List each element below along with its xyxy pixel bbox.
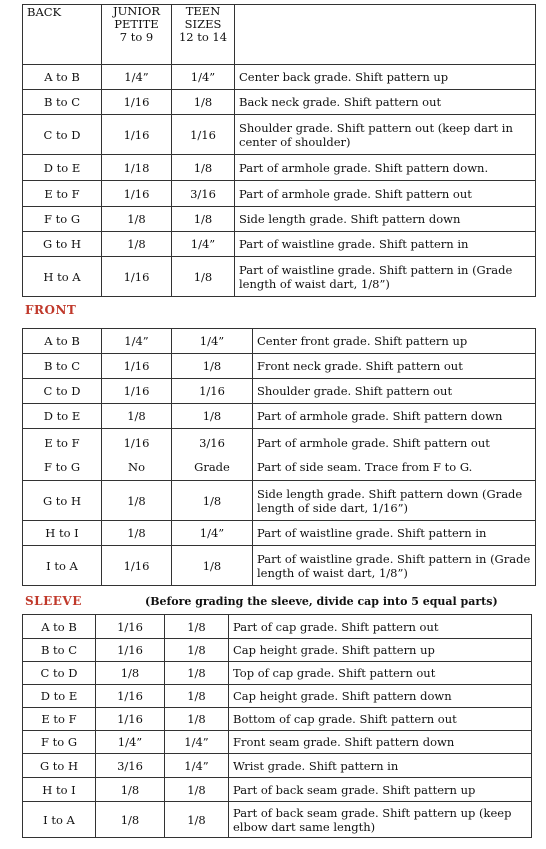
sleeve-junior-petite-cell: 1/16 (96, 615, 165, 639)
back-header-segment: BACK (23, 5, 102, 65)
front-junior-petite-cell: 1/8 (102, 481, 172, 521)
back-row (23, 232, 536, 257)
back-header-junior-petite: JUNIOR PETITE 7 to 9 (102, 5, 172, 65)
back-instruction-cell: Part of waistline grade. Shift pattern in (235, 232, 536, 257)
back-segment-cell: B to C (23, 90, 102, 115)
front-instruction-cell: Center front grade. Shift pattern up (253, 329, 536, 354)
back-segment-cell: F to G (23, 207, 102, 232)
front-segment-cell: B to C (23, 354, 102, 379)
back-instruction-cell: Side length grade. Shift pattern down (235, 207, 536, 232)
back-junior-petite-cell: 1/8 (102, 232, 172, 257)
sleeve-row (23, 615, 532, 639)
front-segment-cell: E to F F to G (23, 429, 102, 481)
sleeve-row (23, 802, 532, 838)
front-teen-sizes-cell: 3/16 Grade (172, 429, 253, 481)
sleeve-teen-sizes-cell: 1/8 (165, 662, 229, 685)
front-segment-cell: A to B (23, 329, 102, 354)
sleeve-segment-cell: F to G (23, 731, 96, 754)
back-row (23, 207, 536, 232)
sleeve-junior-petite-cell: 1/8 (96, 662, 165, 685)
back-row (23, 65, 536, 90)
front-teen-sizes-cell: 1/8 (172, 404, 253, 429)
front-junior-petite-cell: 1/4” (102, 329, 172, 354)
sleeve-row (23, 662, 532, 685)
back-segment-cell: D to E (23, 155, 102, 181)
front-teen-sizes-cell: 1/4” (172, 521, 253, 546)
back-segment-cell: A to B (23, 65, 102, 90)
sleeve-instruction-cell: Top of cap grade. Shift pattern out (229, 662, 532, 685)
back-header-row (23, 5, 536, 65)
front-row (23, 481, 536, 521)
sleeve-teen-sizes-cell: 1/8 (165, 685, 229, 708)
sleeve-junior-petite-cell: 3/16 (96, 754, 165, 778)
sleeve-row (23, 754, 532, 778)
back-teen-sizes-cell: 1/16 (172, 115, 235, 155)
back-junior-petite-cell: 1/16 (102, 181, 172, 207)
front-teen-sizes-cell: 1/8 (172, 481, 253, 521)
sleeve-teen-sizes-cell: 1/4” (165, 731, 229, 754)
back-teen-sizes-cell: 1/8 (172, 207, 235, 232)
front-teen-sizes-cell: 1/8 (172, 354, 253, 379)
back-segment-cell: C to D (23, 115, 102, 155)
sleeve-junior-petite-cell: 1/8 (96, 778, 165, 802)
sleeve-teen-sizes-cell: 1/8 (165, 778, 229, 802)
front-junior-petite-cell: 1/16 (102, 546, 172, 586)
back-header-instruction (235, 5, 536, 65)
back-instruction-cell: Back neck grade. Shift pattern out (235, 90, 536, 115)
front-row (23, 379, 536, 404)
back-row (23, 90, 536, 115)
back-row (23, 115, 536, 155)
sleeve-segment-cell: G to H (23, 754, 96, 778)
sleeve-segment-cell: H to I (23, 778, 96, 802)
back-instruction-cell: Shoulder grade. Shift pattern out (keep dart in center of shoulder) (235, 115, 536, 155)
front-junior-petite-cell: 1/16 (102, 379, 172, 404)
sleeve-instruction-cell: Part of cap grade. Shift pattern out (229, 615, 532, 639)
back-teen-sizes-cell: 1/8 (172, 155, 235, 181)
front-instruction-cell: Front neck grade. Shift pattern out (253, 354, 536, 379)
sleeve-teen-sizes-cell: 1/4” (165, 754, 229, 778)
back-grading-table (22, 4, 536, 297)
front-row (23, 354, 536, 379)
sleeve-row (23, 708, 532, 731)
back-teen-sizes-cell: 1/4” (172, 65, 235, 90)
sleeve-teen-sizes-cell: 1/8 (165, 615, 229, 639)
back-segment-cell: G to H (23, 232, 102, 257)
back-junior-petite-cell: 1/8 (102, 207, 172, 232)
sleeve-junior-petite-cell: 1/16 (96, 639, 165, 662)
back-segment-cell: H to A (23, 257, 102, 297)
sleeve-grading-table (22, 614, 532, 838)
back-junior-petite-cell: 1/16 (102, 90, 172, 115)
sleeve-junior-petite-cell: 1/16 (96, 708, 165, 731)
sleeve-segment-cell: C to D (23, 662, 96, 685)
front-segment-cell: H to I (23, 521, 102, 546)
front-teen-sizes-cell: 1/8 (172, 546, 253, 586)
back-teen-sizes-cell: 1/8 (172, 90, 235, 115)
sleeve-row (23, 639, 532, 662)
front-segment-cell: C to D (23, 379, 102, 404)
front-instruction-cell: Shoulder grade. Shift pattern out (253, 379, 536, 404)
front-row (23, 546, 536, 586)
sleeve-instruction-cell: Front seam grade. Shift pattern down (229, 731, 532, 754)
front-junior-petite-cell: 1/16 (102, 354, 172, 379)
back-teen-sizes-cell: 1/8 (172, 257, 235, 297)
back-row (23, 257, 536, 297)
sleeve-row (23, 731, 532, 754)
back-row (23, 155, 536, 181)
sleeve-teen-sizes-cell: 1/8 (165, 708, 229, 731)
front-junior-petite-cell: 1/8 (102, 521, 172, 546)
sleeve-instruction-cell: Cap height grade. Shift pattern up (229, 639, 532, 662)
back-teen-sizes-cell: 1/4” (172, 232, 235, 257)
sleeve-instruction-cell: Wrist grade. Shift pattern in (229, 754, 532, 778)
sleeve-junior-petite-cell: 1/4” (96, 731, 165, 754)
back-segment-cell: E to F (23, 181, 102, 207)
back-teen-sizes-cell: 3/16 (172, 181, 235, 207)
sleeve-junior-petite-cell: 1/16 (96, 685, 165, 708)
sleeve-instruction-cell: Part of back seam grade. Shift pattern up (229, 778, 532, 802)
front-junior-petite-cell: 1/8 (102, 404, 172, 429)
sleeve-segment-cell: E to F (23, 708, 96, 731)
back-junior-petite-cell: 1/16 (102, 257, 172, 297)
front-instruction-cell: Part of waistline grade. Shift pattern in (Grade length of waist dart, 1/8”) (253, 546, 536, 586)
back-junior-petite-cell: 1/18 (102, 155, 172, 181)
sleeve-row (23, 778, 532, 802)
front-row (23, 429, 536, 481)
sleeve-instruction-note: (Before grading the sleeve, divide cap into 5 equal parts) (145, 595, 498, 608)
front-row (23, 521, 536, 546)
front-row (23, 404, 536, 429)
back-instruction-cell: Part of armhole grade. Shift pattern down. (235, 155, 536, 181)
front-instruction-cell: Part of armhole grade. Shift pattern out Part of side seam. Trace from F to G. (253, 429, 536, 481)
front-teen-sizes-cell: 1/16 (172, 379, 253, 404)
sleeve-teen-sizes-cell: 1/8 (165, 802, 229, 838)
back-junior-petite-cell: 1/4” (102, 65, 172, 90)
back-instruction-cell: Part of armhole grade. Shift pattern out (235, 181, 536, 207)
back-junior-petite-cell: 1/16 (102, 115, 172, 155)
front-segment-cell: I to A (23, 546, 102, 586)
sleeve-segment-cell: A to B (23, 615, 96, 639)
front-segment-cell: G to H (23, 481, 102, 521)
sleeve-segment-cell: B to C (23, 639, 96, 662)
front-segment-cell: D to E (23, 404, 102, 429)
front-instruction-cell: Side length grade. Shift pattern down (Grade length of side dart, 1/16”) (253, 481, 536, 521)
front-instruction-cell: Part of armhole grade. Shift pattern down (253, 404, 536, 429)
front-row (23, 329, 536, 354)
back-row (23, 181, 536, 207)
sleeve-section-title: SLEEVE (25, 594, 82, 608)
sleeve-instruction-cell: Cap height grade. Shift pattern down (229, 685, 532, 708)
sleeve-segment-cell: D to E (23, 685, 96, 708)
sleeve-instruction-cell: Bottom of cap grade. Shift pattern out (229, 708, 532, 731)
front-instruction-cell: Part of waistline grade. Shift pattern in (253, 521, 536, 546)
sleeve-row (23, 685, 532, 708)
back-instruction-cell: Center back grade. Shift pattern up (235, 65, 536, 90)
front-teen-sizes-cell: 1/4” (172, 329, 253, 354)
sleeve-teen-sizes-cell: 1/8 (165, 639, 229, 662)
sleeve-segment-cell: I to A (23, 802, 96, 838)
front-grading-table (22, 328, 536, 586)
back-instruction-cell: Part of waistline grade. Shift pattern in (Grade length of waist dart, 1/8”) (235, 257, 536, 297)
front-section-title: FRONT (25, 303, 77, 317)
front-junior-petite-cell: 1/16 No (102, 429, 172, 481)
sleeve-junior-petite-cell: 1/8 (96, 802, 165, 838)
back-header-teen-sizes: TEEN SIZES 12 to 14 (172, 5, 235, 65)
sleeve-instruction-cell: Part of back seam grade. Shift pattern up (keep elbow dart same length) (229, 802, 532, 838)
